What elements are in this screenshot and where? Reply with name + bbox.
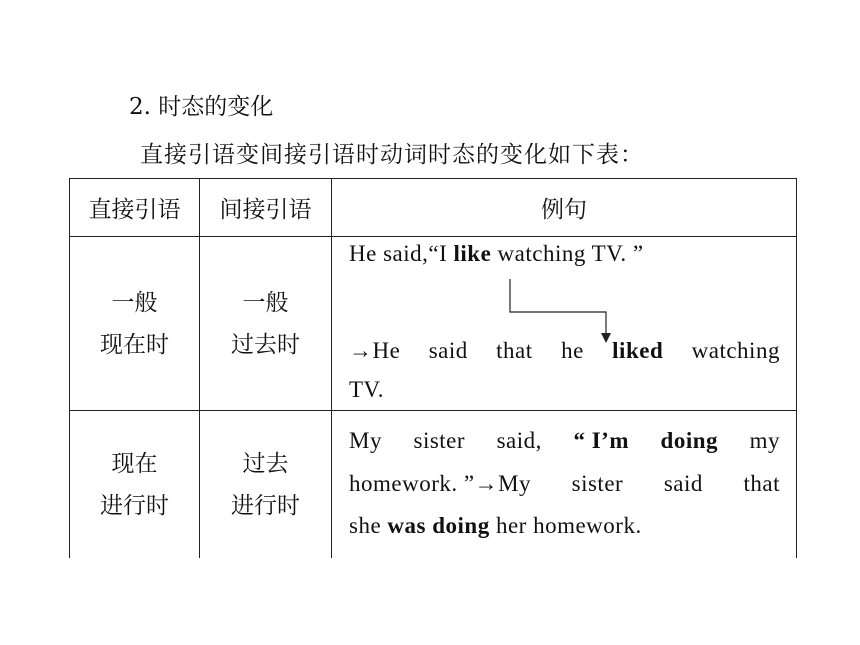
direct-tense-cell	[70, 237, 200, 411]
tense-label: 过去	[242, 450, 289, 477]
table-header-row	[70, 179, 797, 237]
example-word: my	[749, 428, 780, 453]
example-word: My	[349, 428, 382, 453]
example-text: He said,“I	[349, 241, 454, 266]
example-word: said,	[496, 428, 542, 453]
example-line	[349, 428, 780, 454]
example-word: said	[428, 338, 468, 363]
example-word: My	[498, 471, 532, 496]
tense-label: 现在	[111, 450, 158, 477]
header-indirect-speech: 间接引语	[200, 179, 332, 237]
example-text: watching TV. ”	[491, 241, 644, 266]
indirect-tense-cell	[200, 411, 332, 559]
tense-label: 过去时	[231, 331, 300, 358]
example-word: watching	[691, 338, 780, 363]
tense-label: 一般	[242, 289, 289, 316]
tense-shift-arrow-icon	[332, 237, 797, 410]
tense-label: 进行时	[231, 492, 300, 519]
example-line	[349, 513, 642, 539]
indirect-tense-cell	[200, 237, 332, 411]
example-line	[349, 338, 780, 364]
example-word: he	[561, 338, 584, 363]
example-word: He	[372, 338, 401, 363]
example-word: said	[663, 471, 703, 496]
highlighted-verb: doing	[660, 428, 719, 453]
example-word: sister	[413, 428, 466, 453]
example-word: sister	[571, 471, 624, 496]
example-text: homework. ”	[349, 471, 475, 496]
intro-text: 直接引语变间接引语时动词时态的变化如下表：	[140, 142, 644, 168]
direct-tense-cell	[70, 411, 200, 559]
tense-label: 一般	[111, 289, 158, 316]
example-cell	[332, 237, 797, 411]
highlighted-verb: liked	[612, 338, 664, 363]
example-text: she	[349, 513, 388, 538]
example-word: that	[743, 471, 780, 496]
table-row	[70, 411, 797, 559]
arrow-icon: →	[349, 338, 373, 363]
tense-label: 进行时	[100, 492, 169, 519]
example-line: TV.	[349, 377, 384, 402]
example-cell	[332, 411, 797, 559]
arrow-icon: →	[474, 471, 499, 496]
header-direct-speech: 直接引语	[70, 179, 200, 237]
tense-label: 现在时	[100, 331, 169, 358]
header-example: 例句	[332, 179, 797, 237]
highlighted-verb: like	[453, 241, 492, 266]
table-row	[70, 237, 797, 411]
tense-change-table	[69, 178, 797, 558]
section-heading: 2. 时态的变化	[129, 94, 274, 120]
highlighted-verb: was doing	[387, 513, 490, 538]
example-word: that	[496, 338, 533, 363]
example-line	[349, 471, 780, 497]
highlighted-verb: “ I’m	[573, 428, 629, 453]
example-text: her homework.	[489, 513, 642, 538]
